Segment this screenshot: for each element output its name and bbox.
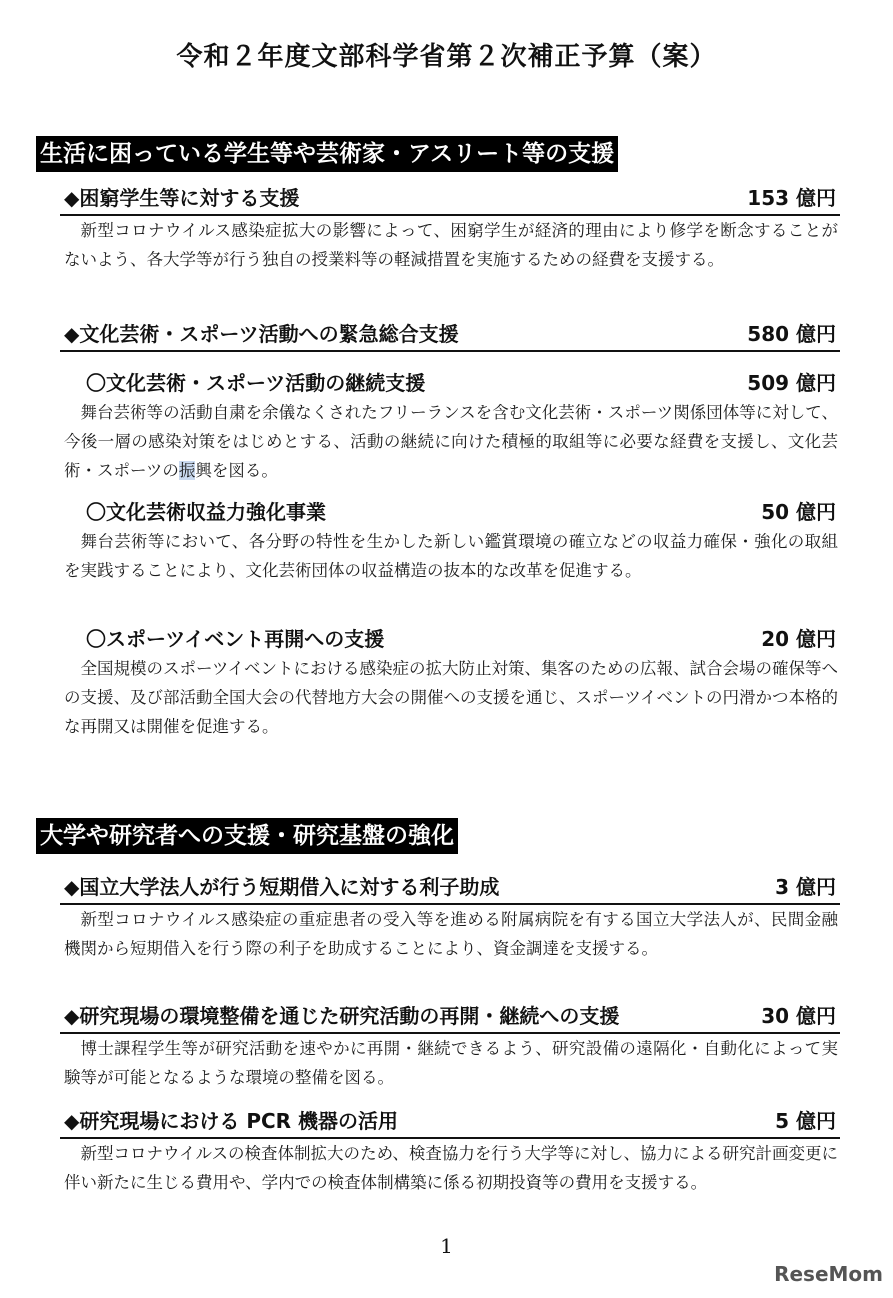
description-text: 舞台芸術等の活動自粛を余儀なくされたフリーランスを含む文化芸術・スポーツ関係団体等に対して、今後一層の感染対策をはじめとする、活動の継続に向けた積極的取組等に必要な経費を支援し、文化芸術・スポーツの — [64, 403, 838, 480]
item-heading-row — [60, 182, 840, 216]
item-heading: ◆研究現場における PCR 機器の活用 — [64, 1109, 399, 1133]
item-amount: 30 億円 — [761, 1004, 836, 1028]
item-national-university-interest-subsidy — [60, 871, 840, 963]
item-amount: 580 億円 — [747, 322, 836, 346]
item-heading-row — [60, 1000, 840, 1034]
item-heading-row — [60, 318, 840, 352]
description-text: 興を図る。 — [195, 461, 278, 480]
item-heading-row — [60, 871, 840, 905]
document-title: 令和２年度文部科学省第２次補正予算（案） — [176, 42, 717, 72]
resemom-watermark-logo: ReseMom — [774, 1262, 883, 1286]
item-research-environment-support — [60, 1000, 840, 1092]
subitem-heading: 〇スポーツイベント再開への支援 — [86, 627, 385, 651]
item-heading: ◆研究現場の環境整備を通じた研究活動の再開・継続への支援 — [64, 1004, 620, 1028]
subitem-heading: 〇文化芸術・スポーツ活動の継続支援 — [86, 371, 426, 395]
item-description: 新型コロナウイルスの検査体制拡大のため、検査協力を行う大学等に対し、協力による研究計画変更に伴い新たに生じる費用や、学内での検査体制構築に係る初期投資等の費用を支援する。 — [64, 1144, 838, 1192]
text-selection-highlight: 振 — [178, 461, 196, 480]
subitem-description: 全国規模のスポーツイベントにおける感染症の拡大防止対策、集客のための広報、試合会場の確保等への支援、及び部活動全国大会の代替地方大会の開催への支援を通じ、スポーツイベントの円滑かつ本格的な再開又は開催を促進する。 — [64, 659, 839, 736]
subitem-heading-row — [86, 624, 840, 654]
item-description: 新型コロナウイルス感染症の重症患者の受入等を進める附属病院を有する国立大学法人が、民間金融機関から短期借入を行う際の利子を助成することにより、資金調達を支援する。 — [64, 910, 838, 958]
item-heading-row — [60, 1105, 840, 1139]
subitem-sports-event-restart — [64, 624, 840, 741]
item-description: 博士課程学生等が研究活動を速やかに再開・継続できるよう、研究設備の遠隔化・自動化によって実験等が可能となるような環境の整備を図る。 — [64, 1039, 838, 1087]
item-pcr-equipment-utilization — [60, 1105, 840, 1197]
item-heading: ◆困窮学生等に対する支援 — [64, 186, 300, 210]
subitem-heading: 〇文化芸術収益力強化事業 — [86, 500, 326, 524]
subitem-amount: 50 億円 — [761, 500, 836, 524]
subitem-culture-revenue-strengthening — [64, 497, 840, 585]
item-amount: 153 億円 — [747, 186, 836, 210]
subitem-amount: 509 億円 — [747, 371, 836, 395]
subitem-heading-row — [86, 497, 840, 527]
item-culture-sports-emergency-support — [60, 318, 840, 352]
item-needy-student-support — [60, 182, 840, 274]
item-amount: 5 億円 — [775, 1109, 836, 1133]
page-number: 1 — [440, 1234, 453, 1258]
item-amount: 3 億円 — [775, 875, 836, 899]
subitem-description: 舞台芸術等において、各分野の特性を生かした新しい鑑賞環境の確立などの収益力確保・強化の取組を実践することにより、文化芸術団体の収益構造の抜本的な改革を促進する。 — [64, 532, 838, 580]
subitem-amount: 20 億円 — [761, 627, 836, 651]
section-banner-university-research-support: 大学や研究者への支援・研究基盤の強化 — [36, 818, 458, 854]
item-heading: ◆文化芸術・スポーツ活動への緊急総合支援 — [64, 322, 459, 346]
item-heading: ◆国立大学法人が行う短期借入に対する利子助成 — [64, 875, 500, 899]
subitem-culture-sports-continuation — [64, 368, 840, 485]
item-description: 新型コロナウイルス感染症拡大の影響によって、困窮学生が経済的理由により修学を断念することがないよう、各大学等が行う独自の授業料等の軽減措置を実施するための経費を支援する。 — [64, 221, 838, 269]
subitem-heading-row — [86, 368, 840, 398]
subitem-description — [64, 398, 838, 485]
section-banner-student-artist-support: 生活に困っている学生等や芸術家・アスリート等の支援 — [36, 136, 618, 172]
